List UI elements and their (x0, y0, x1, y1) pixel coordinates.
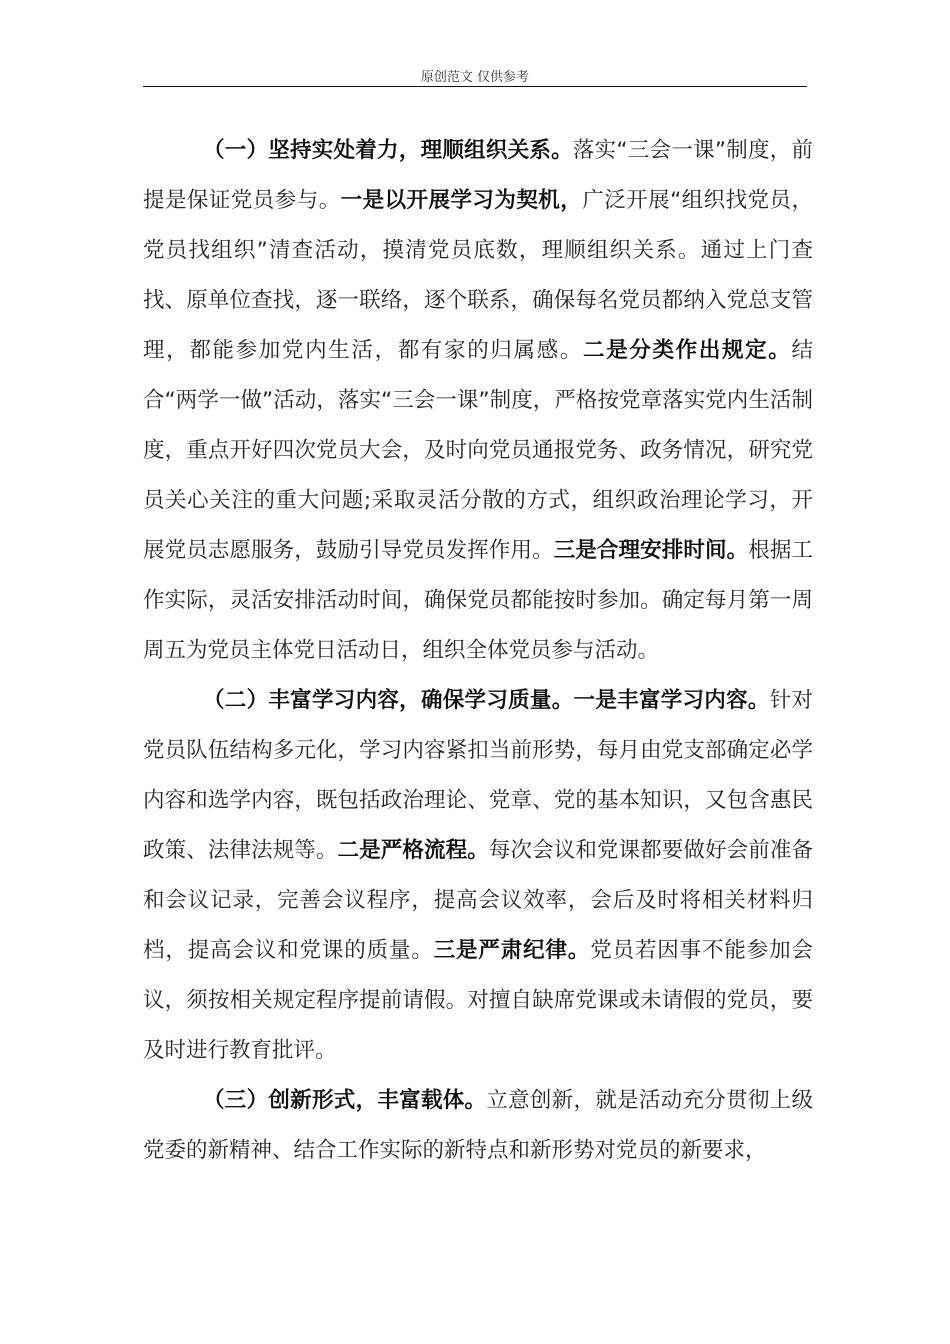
point-heading: 二是严格流程。 (337, 838, 489, 863)
paragraph-text: 结合“两学一做”活动，落实“三会一课”制度，严格按党章落实党内生活制度，重点开好四次党员大会，及时向党员通报党务、政务情况，研究党员关心关注的重大问题;采取灵活分散的方式，组织政治理论学习，开展党员志愿服务，鼓励引导党员发挥作用。 (143, 338, 813, 563)
section-heading-2: （二）丰富学习内容，确保学习质量。一是丰富学习内容。 (203, 688, 770, 713)
section-heading-1: （一）坚持实处着力，理顺组织关系。 (203, 138, 573, 163)
paragraph-text: 广泛开展“组织找党员，党员找组织”清查活动，摸清党员底数，理顺组织关系。通过上门查找、原单位查找，逐一联络，逐个联系，确保每名党员都纳入党总支管理，都能参加党内生活，都有家的归属感。 (143, 188, 813, 363)
paragraph-text: 针对党员队伍结构多元化，学习内容紧扣当前形势，每月由党支部确定必学内容和选学内容，既包括政治理论、党章、党的基本知识，又包含惠民政策、法律法规等。 (143, 688, 813, 863)
point-heading: 一是以开展学习为契机， (340, 188, 583, 213)
paragraph-text: 党员若因事不能参加会议，须按相关规定程序提前请假。对擅自缺席党课或未请假的党员，要及时进行教育批评。 (143, 938, 813, 1063)
paragraph-text: 落实“三会一课”制度，前提是保证党员参与。 (143, 138, 813, 213)
page-header: 原创范文 仅供参考 (420, 70, 530, 85)
section-heading-3: （三）创新形式，丰富载体。 (203, 1088, 487, 1113)
paragraph-2 (143, 676, 813, 1076)
document-body (143, 126, 813, 1176)
point-heading: 二是分类作出规定。 (583, 338, 792, 363)
paragraph-text: 立意创新，就是活动充分贯彻上级党委的新精神、结合工作实际的新特点和新形势对党员的新要求， (143, 1088, 813, 1163)
point-heading: 三是合理安排时间。 (553, 538, 749, 563)
paragraph-text: 根据工作实际，灵活安排活动时间，确保党员都能按时参加。确定每月第一周周五为党员主体党日活动日，组织全体党员参与活动。 (143, 538, 813, 663)
paragraph-1 (143, 126, 813, 676)
paragraph-3 (143, 1076, 813, 1176)
paragraph-text: 每次会议和党课都要做好会前准备和会议记录，完善会议程序，提高会议效率，会后及时将相关材料归档，提高会议和党课的质量。 (143, 838, 813, 963)
point-heading: 三是严肃纪律。 (433, 938, 591, 963)
header-divider (143, 86, 807, 87)
